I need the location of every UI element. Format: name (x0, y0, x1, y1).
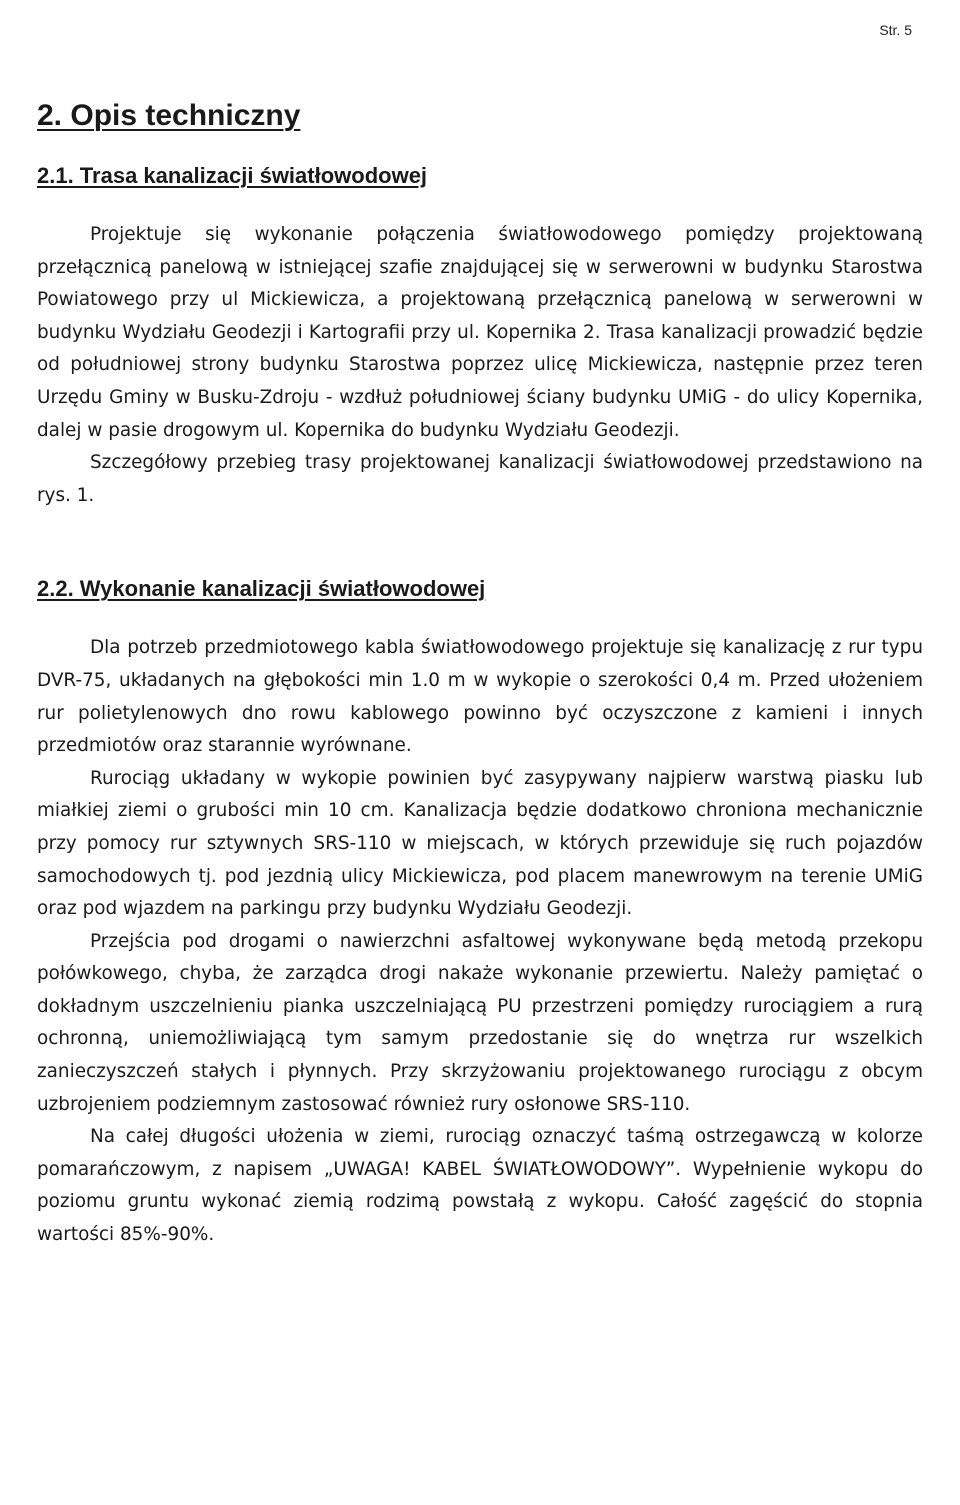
paragraph: Szczegółowy przebieg trasy projektowanej kanalizacji światłowodowej przedstawiono na rys. 1. (37, 452, 923, 506)
subsection-heading: 2.1. Trasa kanalizacji światłowodowej (37, 163, 428, 188)
subsection-heading: 2.2. Wykonanie kanalizacji światłowodowej (37, 576, 486, 602)
paragraph: Projektuje się wykonanie połączenia światłowodowego pomiędzy projektowaną przełącznicą panelową w istniejącej szafie znajdującej się w serwerowni w budynku Starostwa Powiatowego przy ul Mickiewicza, a projektowaną przełącznicą panelową w serwerowni w budynku Wydziału Geodezji i Kartografii przy ul. Kopernika 2. Trasa kanalizacji prowadzić będzie od południowej strony budynku Starostwa poprzez ulicę Mickiewicza, następnie przez teren Urzędu Gminy w Busku-Zdroju - wzdłuż południowej ściany budynku UMiG - do ulicy Kopernika, dalej w pasie drogowym ul. Kopernika do budynku Wydziału Geodezji. (37, 224, 923, 441)
subsection-wykonanie (37, 574, 923, 1251)
subsection-trasa (37, 161, 923, 512)
section-heading: 2. Opis techniczny (37, 99, 301, 132)
subsection-body (37, 632, 923, 1251)
paragraph: Na całej długości ułożenia w ziemi, rurociąg oznaczyć taśmą ostrzegawczą w kolorze pomarańczowym, z napisem „UWAGA! KABEL ŚWIATŁOWODOWY”. Wypełnienie wykopu do poziomu gruntu wykonać ziemią rodzimą powstałą z wykopu. Całość zagęścić do stopnia wartości 85%-90%. (37, 1126, 923, 1246)
document-body (37, 96, 923, 1252)
paragraph: Dla potrzeb przedmiotowego kabla światłowodowego projektuje się kanalizację z rur typu DVR-75, układanych na głębokości min 1.0 m w wykopie o szerokości 0,4 m. Przed ułożeniem rur polietylenowych dno rowu kablowego powinno być oczyszczone z kamieni i innych przedmiotów oraz starannie wyrównane. (37, 637, 923, 757)
paragraph: Przejścia pod drogami o nawierzchni asfaltowej wykonywane będą metodą przekopu połówkowego, chyba, że zarządca drogi nakaże wykonanie przewiertu. Należy pamiętać o dokładnym uszczelnieniu pianka uszczelniającą PU przestrzeni pomiędzy rurociągiem a rurą ochronną, uniemożliwiającą tym samym przedostanie się do wnętrza rur wszelkich zanieczyszczeń stałych i płynnych. Przy skrzyżowaniu projektowanego rurociągu z obcym uzbrojeniem podziemnym zastosować również rury osłonowe SRS-110. (37, 930, 923, 1115)
paragraph: Rurociąg układany w wykopie powinien być zasypywany najpierw warstwą piasku lub miałkiej ziemi o grubości min 10 cm. Kanalizacja będzie dodatkowo chroniona mechanicznie przy pomocy rur sztywnych SRS-110 w miejscach, w których przewiduje się ruch pojazdów samochodowych tj. pod jezdnią ulicy Mickiewicza, pod placem manewrowym na terenie UMiG oraz pod wjazdem na parkingu przy budynku Wydziału Geodezji. (37, 767, 923, 920)
subsection-body (37, 219, 923, 512)
page-number: Str. 5 (879, 22, 912, 38)
